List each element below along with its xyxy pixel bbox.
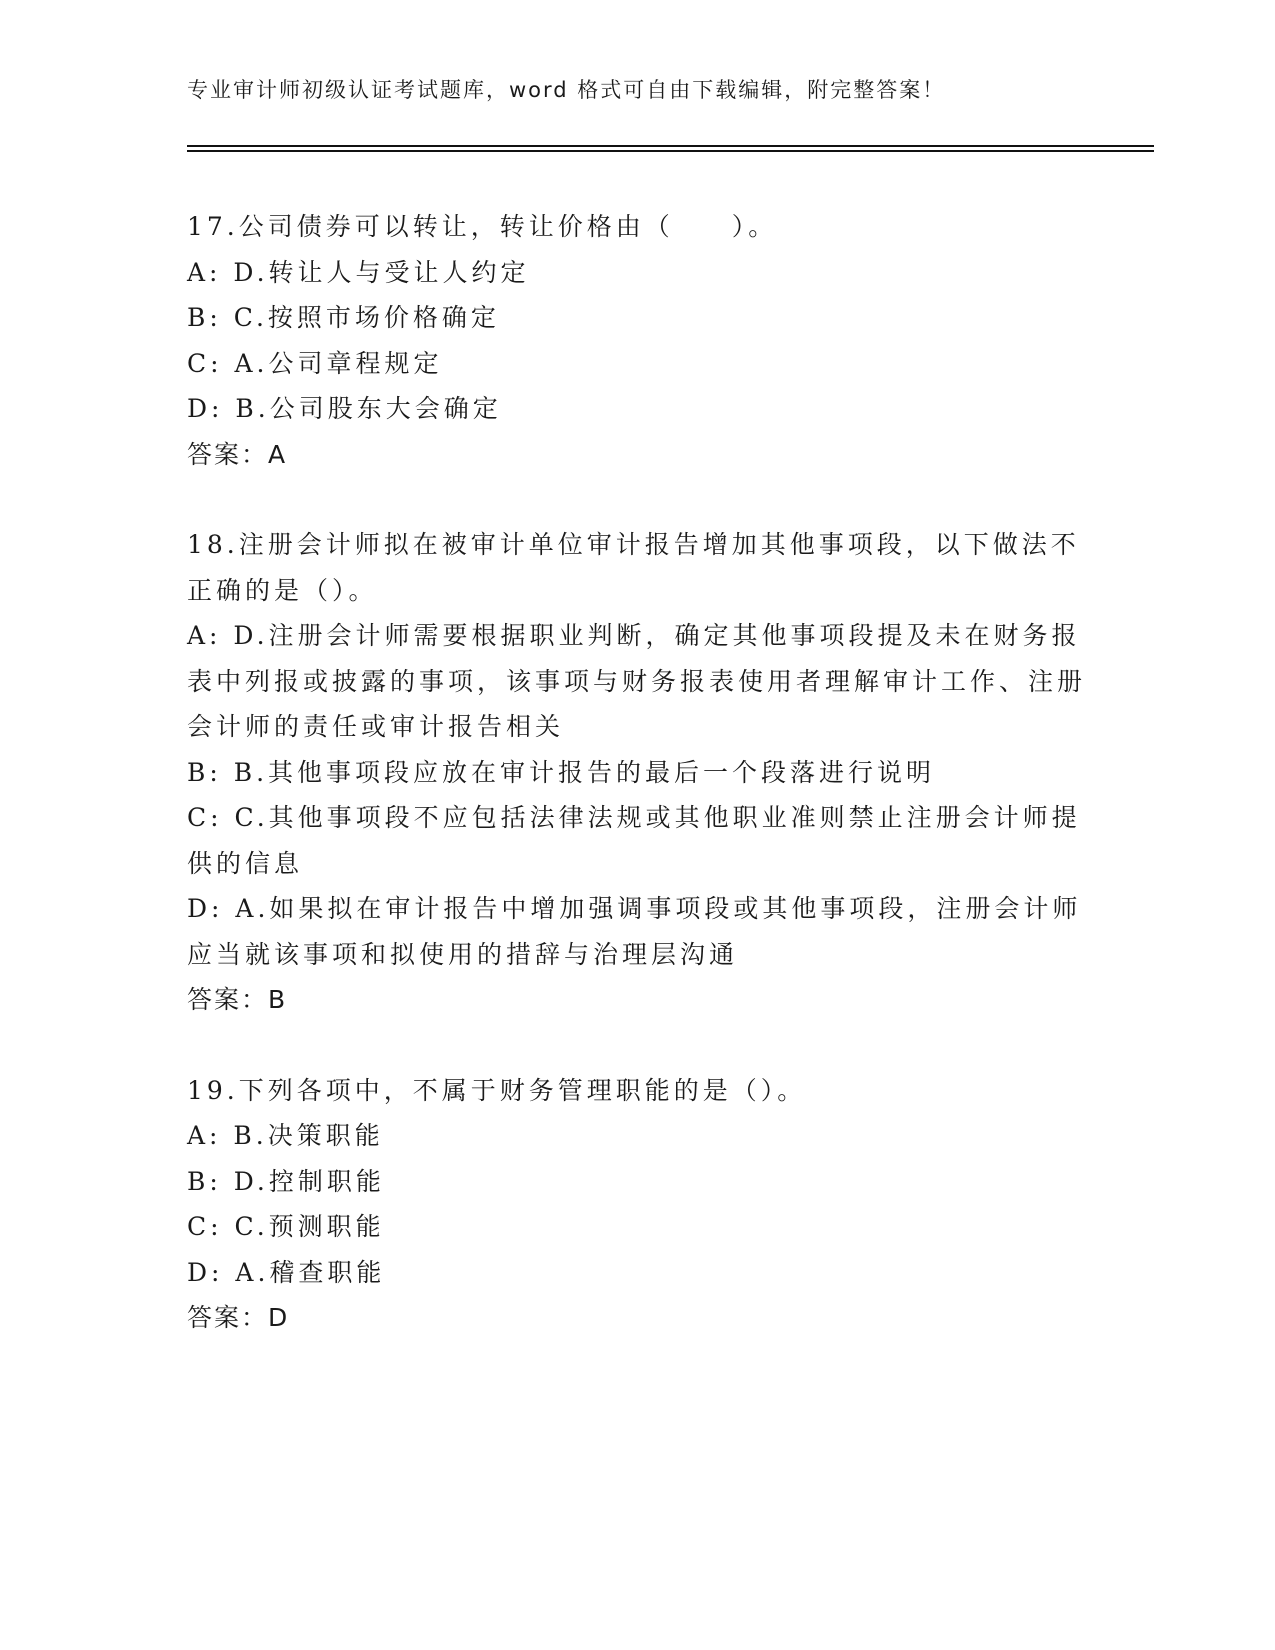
answer-line: 答案：D [187,1303,290,1332]
option-a: A: D.注册会计师需要根据职业判断，确定其他事项段提及未在财务报表中列报或披露的事项，该事项与财务报表使用者理解审计工作、注册会计师的责任或审计报告相关 [187,621,1087,741]
question-19 [187,1068,1087,1341]
question-list [187,204,1087,1386]
answer-line: 答案：A [187,439,288,469]
header-rule-bottom [187,150,1154,152]
option-c: C: C.其他事项段不应包括法律法规或其他职业准则禁止注册会计师提供的信息 [187,803,1081,878]
question-18 [187,522,1087,1023]
option-b: B: B.其他事项段应放在审计报告的最后一个段落进行说明 [187,757,936,787]
option-a: A: D.转让人与受让人约定 [187,257,530,287]
option-d: D: B.公司股东大会确定 [187,394,502,423]
answer-line: 答案：B [187,985,288,1014]
header-rule-top [187,145,1154,147]
question-stem: 19.下列各项中，不属于财务管理职能的是（）。 [187,1075,807,1105]
question-stem: 17.公司债券可以转让，转让价格由（ ）。 [187,212,778,241]
option-c: C: A.公司章程规定 [187,348,443,378]
document-header: 专业审计师初级认证考试题库，word 格式可自由下载编辑，附完整答案！ [187,78,946,102]
question-17 [187,204,1087,477]
option-b: B: C.按照市场价格确定 [187,303,500,332]
option-c: C: C.预测职能 [187,1212,385,1241]
option-d: D: A.稽查职能 [187,1257,386,1287]
option-d: D: A.如果拟在审计报告中增加强调事项段或其他事项段，注册会计师应当就该事项和拟使用的措辞与治理层沟通 [187,894,1082,969]
option-a: A: B.决策职能 [187,1121,384,1150]
question-stem: 18.注册会计师拟在被审计单位审计报告增加其他事项段，以下做法不正确的是（）。 [187,530,1080,605]
option-b: B: D.控制职能 [187,1166,385,1196]
